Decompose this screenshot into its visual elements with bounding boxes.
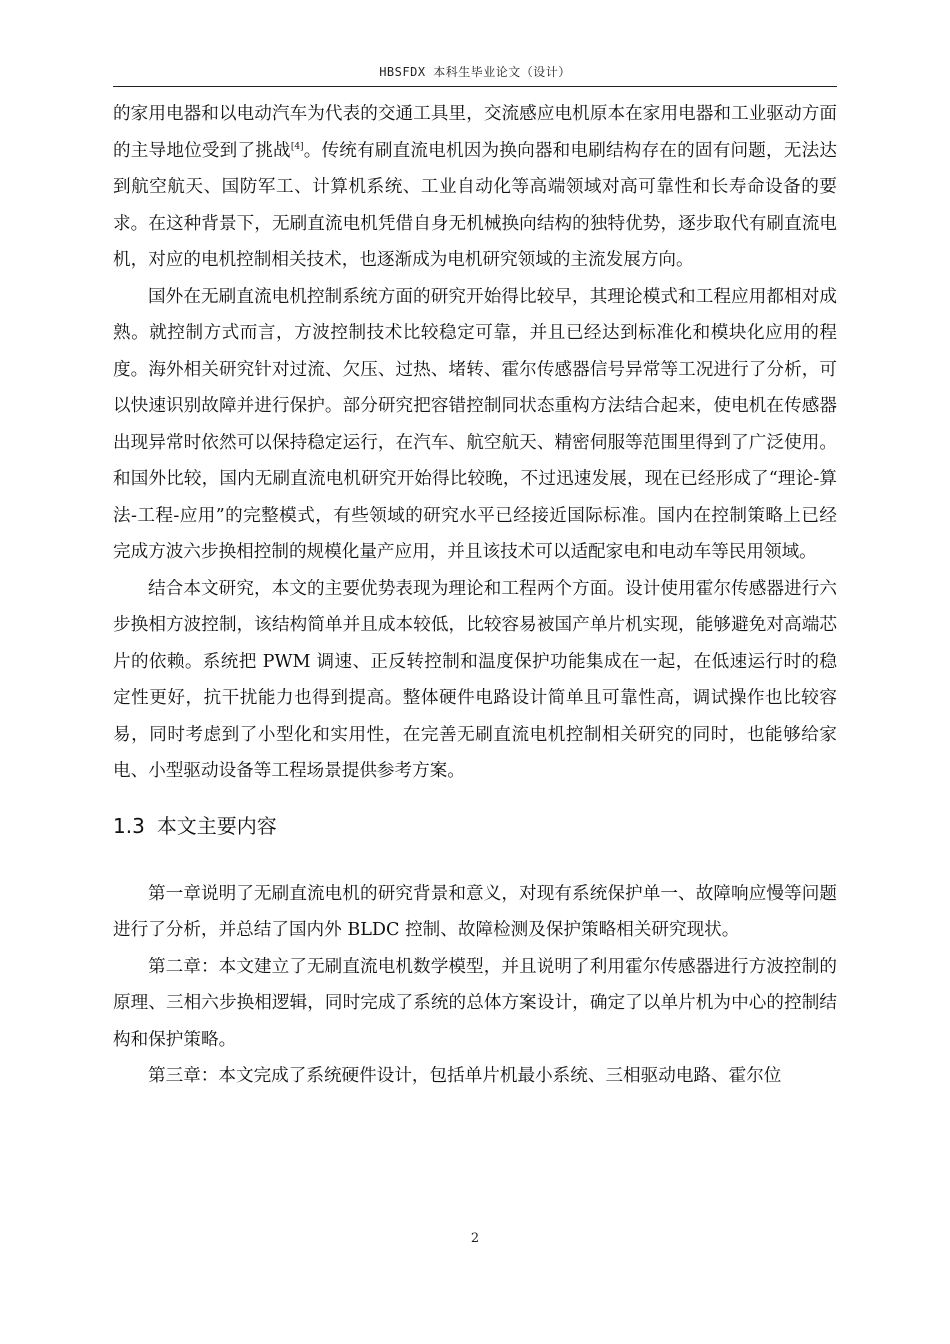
section-number: 1.3 (113, 813, 145, 838)
paragraph-1-text: 的家用电器和以电动汽车为代表的交通工具里，交流感应电机原本在家用电器和工业驱动方面的主导地位受到了挑战 (113, 104, 837, 161)
page-content (113, 96, 837, 1095)
paragraph-3: 结合本文研究，本文的主要优势表现为理论和工程两个方面。设计使用霍尔传感器进行六步换相方波控制，该结构简单并且成本较低，比较容易被国产单片机实现，能够避免对高端芯片的依赖。系统把 PWM 调速、正反转控制和温度保护功能集成在一起，在低速运行时的稳定性更好，抗干扰能力也得到提高。整体硬件电路设计简单且可靠性高，调试操作也比较容易，同时考虑到了小型化和实用性，在完善无刷直流电机控制相关研究的同时，也能够给家电、小型驱动设备等工程场景提供参考方案。 (113, 578, 837, 781)
chapter-3-summary: 第三章：本文完成了系统硬件设计，包括单片机最小系统、三相驱动电路、霍尔位 (148, 1066, 782, 1086)
header-rule (113, 86, 837, 87)
section-heading (113, 790, 837, 876)
chapter-2-summary: 第二章：本文建立了无刷直流电机数学模型，并且说明了利用霍尔传感器进行方波控制的原理、三相六步换相逻辑，同时完成了系统的总体方案设计，确定了以单片机为中心的控制结构和保护策略。 (113, 956, 837, 1050)
paragraph-1 (113, 96, 837, 279)
paragraph-1-text-continued: 。传统有刷直流电机因为换向器和电刷结构存在的固有问题，无法达到航空航天、国防军工、计算机系统、工业自动化等高端领域对高可靠性和长寿命设备的要求。在这种背景下，无刷直流电机凭借自身无机械换向结构的独特优势，逐步取代有刷直流电机，对应的电机控制相关技术，也逐渐成为电机研究领域的主流发展方向。 (113, 140, 837, 270)
paragraph-2: 国外在无刷直流电机控制系统方面的研究开始得比较早，其理论模式和工程应用都相对成熟。就控制方式而言，方波控制技术比较稳定可靠，并且已经达到标准化和模块化应用的程度。海外相关研究针对过流、欠压、过热、堵转、霍尔传感器信号异常等工况进行了分析，可以快速识别故障并进行保护。部分研究把容错控制同状态重构方法结合起来，使电机在传感器出现异常时依然可以保持稳定运行，在汽车、航空航天、精密伺服等范围里得到了广泛使用。和国外比较，国内无刷直流电机研究开始得比较晚，不过迅速发展，现在已经形成了“理论-算法-工程-应用”的完整模式，有些领域的研究水平已经接近国际标准。国内在控制策略上已经完成方波六步换相控制的规模化量产应用，并且该技术可以适配家电和电动车等民用领域。 (113, 286, 837, 562)
page-number: 2 (470, 1231, 480, 1246)
section-title: 本文主要内容 (156, 813, 277, 838)
chapter-1-summary: 第一章说明了无刷直流电机的研究背景和意义，对现有系统保护单一、故障响应慢等问题进行了分析，并总结了国内外 BLDC 控制、故障检测及保护策略相关研究现状。 (113, 883, 837, 940)
citation-4[interactable]: [4] (290, 141, 304, 152)
running-header: HBSFDX 本科生毕业论文（设计） (379, 65, 571, 79)
